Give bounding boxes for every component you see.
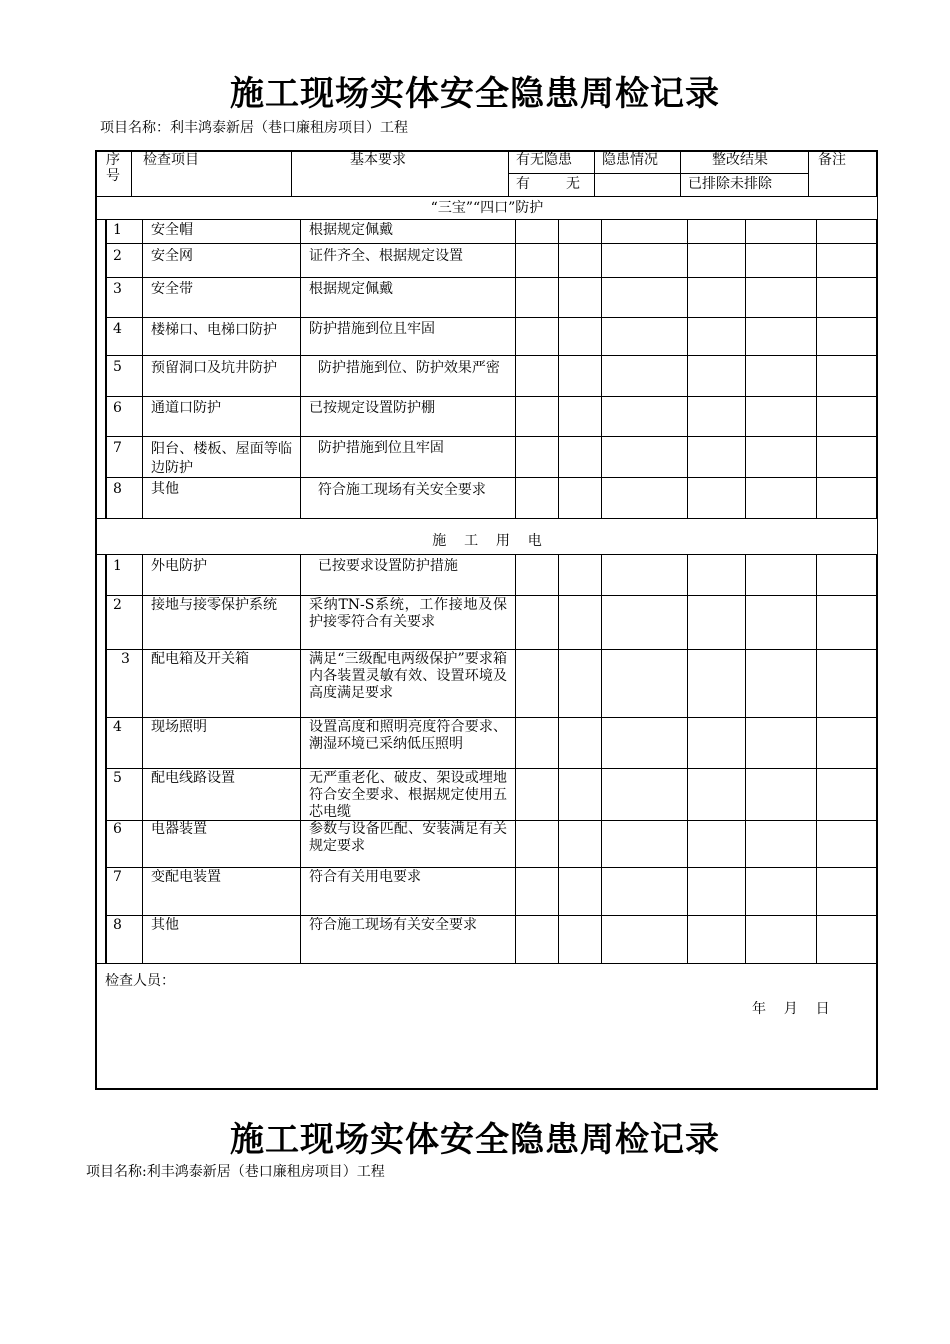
column-line: [745, 220, 746, 518]
header-divider: [291, 151, 292, 197]
row-line: [106, 396, 877, 397]
row-item: 安全帽: [151, 222, 193, 238]
row-no: 8: [113, 917, 122, 933]
row-no: 2: [113, 248, 122, 264]
page-title-2: 施工现场实体安全隐患周检记录: [230, 1120, 720, 1160]
row-line: [106, 915, 877, 916]
row-item: 配电线路设置: [151, 770, 235, 786]
header-seq: 序号: [106, 152, 120, 184]
column-line: [105, 555, 107, 964]
row-item: 楼梯口、电梯口防护: [151, 322, 277, 338]
row-requirement: 根据规定佩戴: [309, 281, 393, 297]
column-line: [745, 555, 746, 964]
column-line: [515, 220, 516, 518]
row-line: [106, 277, 877, 278]
row-no: 1: [113, 558, 122, 574]
column-line: [601, 220, 602, 518]
header-divider: [680, 151, 681, 197]
column-line: [601, 555, 602, 964]
row-line: [106, 717, 877, 718]
header-hazard-exist: 有无隐患: [516, 152, 572, 168]
row-item: 电器装置: [151, 821, 207, 837]
row-no: 2: [113, 597, 122, 613]
row-no: 5: [113, 770, 122, 786]
row-no: 8: [113, 481, 122, 497]
row-line: [106, 317, 877, 318]
header-hazard-yes: 有: [516, 176, 530, 192]
row-item: 安全带: [151, 281, 193, 297]
row-no: 4: [113, 719, 122, 735]
column-line: [816, 555, 817, 964]
row-item: 其他: [151, 481, 179, 497]
inspector-label: 检查人员：: [105, 973, 175, 989]
header-item: 检查项目: [143, 152, 199, 168]
row-requirement: 防护措施到位且牢固: [309, 321, 435, 337]
row-requirement: 符合施工现场有关安全要求: [309, 482, 486, 498]
row-requirement: 无严重老化、破皮、架设或埋地符合安全要求、根据规定使用五芯电缆: [309, 770, 507, 820]
header-divider: [808, 151, 809, 197]
page-title: 施工现场实体安全隐患周检记录: [230, 74, 720, 114]
inspection-date: 年 月 日: [752, 1001, 830, 1017]
row-item: 配电箱及开关箱: [151, 651, 249, 667]
row-requirement: 已按规定设置防护棚: [309, 400, 435, 416]
header-divider: [594, 151, 595, 197]
header-rectify: 整改结果: [712, 152, 768, 168]
header-requirement: 基本要求: [350, 152, 406, 168]
row-item: 变配电装置: [151, 869, 221, 885]
column-line: [816, 220, 817, 518]
row-no: 4: [113, 321, 122, 337]
column-line: [142, 220, 143, 518]
row-line: [106, 243, 877, 244]
project-name: 项目名称：利丰鸿泰新居（巷口廉租房项目）工程: [100, 120, 408, 136]
row-no: 3: [113, 281, 122, 297]
row-item: 预留洞口及坑井防护: [151, 360, 277, 376]
row-line: [106, 355, 877, 356]
column-line: [300, 220, 301, 518]
row-line: [106, 436, 877, 437]
row-item: 安全网: [151, 248, 193, 264]
row-requirement: 符合有关用电要求: [309, 869, 421, 885]
row-no: 1: [113, 222, 122, 238]
row-requirement: 满足“三级配电两级保护”要求箱内各装置灵敏有效、设置环境及高度满足要求: [309, 651, 507, 701]
row-item: 阳台、楼板、屋面等临边防护: [151, 441, 292, 476]
header-hazard-situation: 隐患情况: [602, 152, 658, 168]
row-no: 5: [113, 359, 122, 375]
column-line: [558, 555, 559, 964]
column-line: [558, 220, 559, 518]
section-title: [95, 518, 877, 555]
header-remark: 备注: [818, 152, 846, 168]
row-item: 其他: [151, 917, 179, 933]
column-line: [515, 555, 516, 964]
row-item: 接地与接零保护系统: [151, 597, 277, 613]
column-line: [142, 555, 143, 964]
row-item: 外电防护: [151, 558, 207, 574]
row-no: 6: [113, 821, 122, 837]
row-requirement: 防护措施到位、防护效果严密: [309, 360, 500, 376]
row-item: 通道口防护: [151, 400, 221, 416]
row-item: 现场照明: [151, 719, 207, 735]
row-line: [106, 649, 877, 650]
row-line: [96, 963, 877, 964]
row-requirement: 证件齐全、根据规定设置: [309, 248, 463, 264]
row-no: 7: [113, 440, 122, 456]
row-requirement: 符合施工现场有关安全要求: [309, 917, 477, 933]
header-rectify-done: 已排除未排除: [688, 176, 772, 192]
column-line: [687, 555, 688, 964]
column-line: [105, 220, 107, 518]
row-line: [106, 768, 877, 769]
column-line: [300, 555, 301, 964]
row-no: 3: [121, 651, 130, 667]
column-line: [687, 220, 688, 518]
section-title-text: 施 工 用 电: [432, 533, 542, 549]
row-requirement: 设置高度和照明亮度符合要求、潮湿环境已采纳低压照明: [309, 719, 507, 752]
row-requirement: 参数与设备匹配、安装满足有关规定要求: [309, 821, 507, 854]
row-requirement: 防护措施到位且牢固: [309, 440, 444, 456]
project-name-2: 项目名称:利丰鸿泰新居（巷口廉租房项目）工程: [86, 1164, 385, 1180]
row-line: [106, 595, 877, 596]
row-requirement: 已按要求设置防护措施: [309, 558, 458, 574]
row-requirement: 根据规定佩戴: [309, 222, 393, 238]
row-no: 7: [113, 869, 122, 885]
header-hazard-no: 无: [566, 176, 580, 192]
header-divider: [508, 173, 808, 174]
row-no: 6: [113, 400, 122, 416]
header-divider: [131, 151, 132, 197]
row-requirement: 采纳TN-S系统，工作接地及保护接零符合有关要求: [309, 597, 507, 630]
row-line: [106, 867, 877, 868]
section-title: “三宝”“四口”防护: [95, 196, 877, 220]
header-divider: [508, 151, 509, 197]
